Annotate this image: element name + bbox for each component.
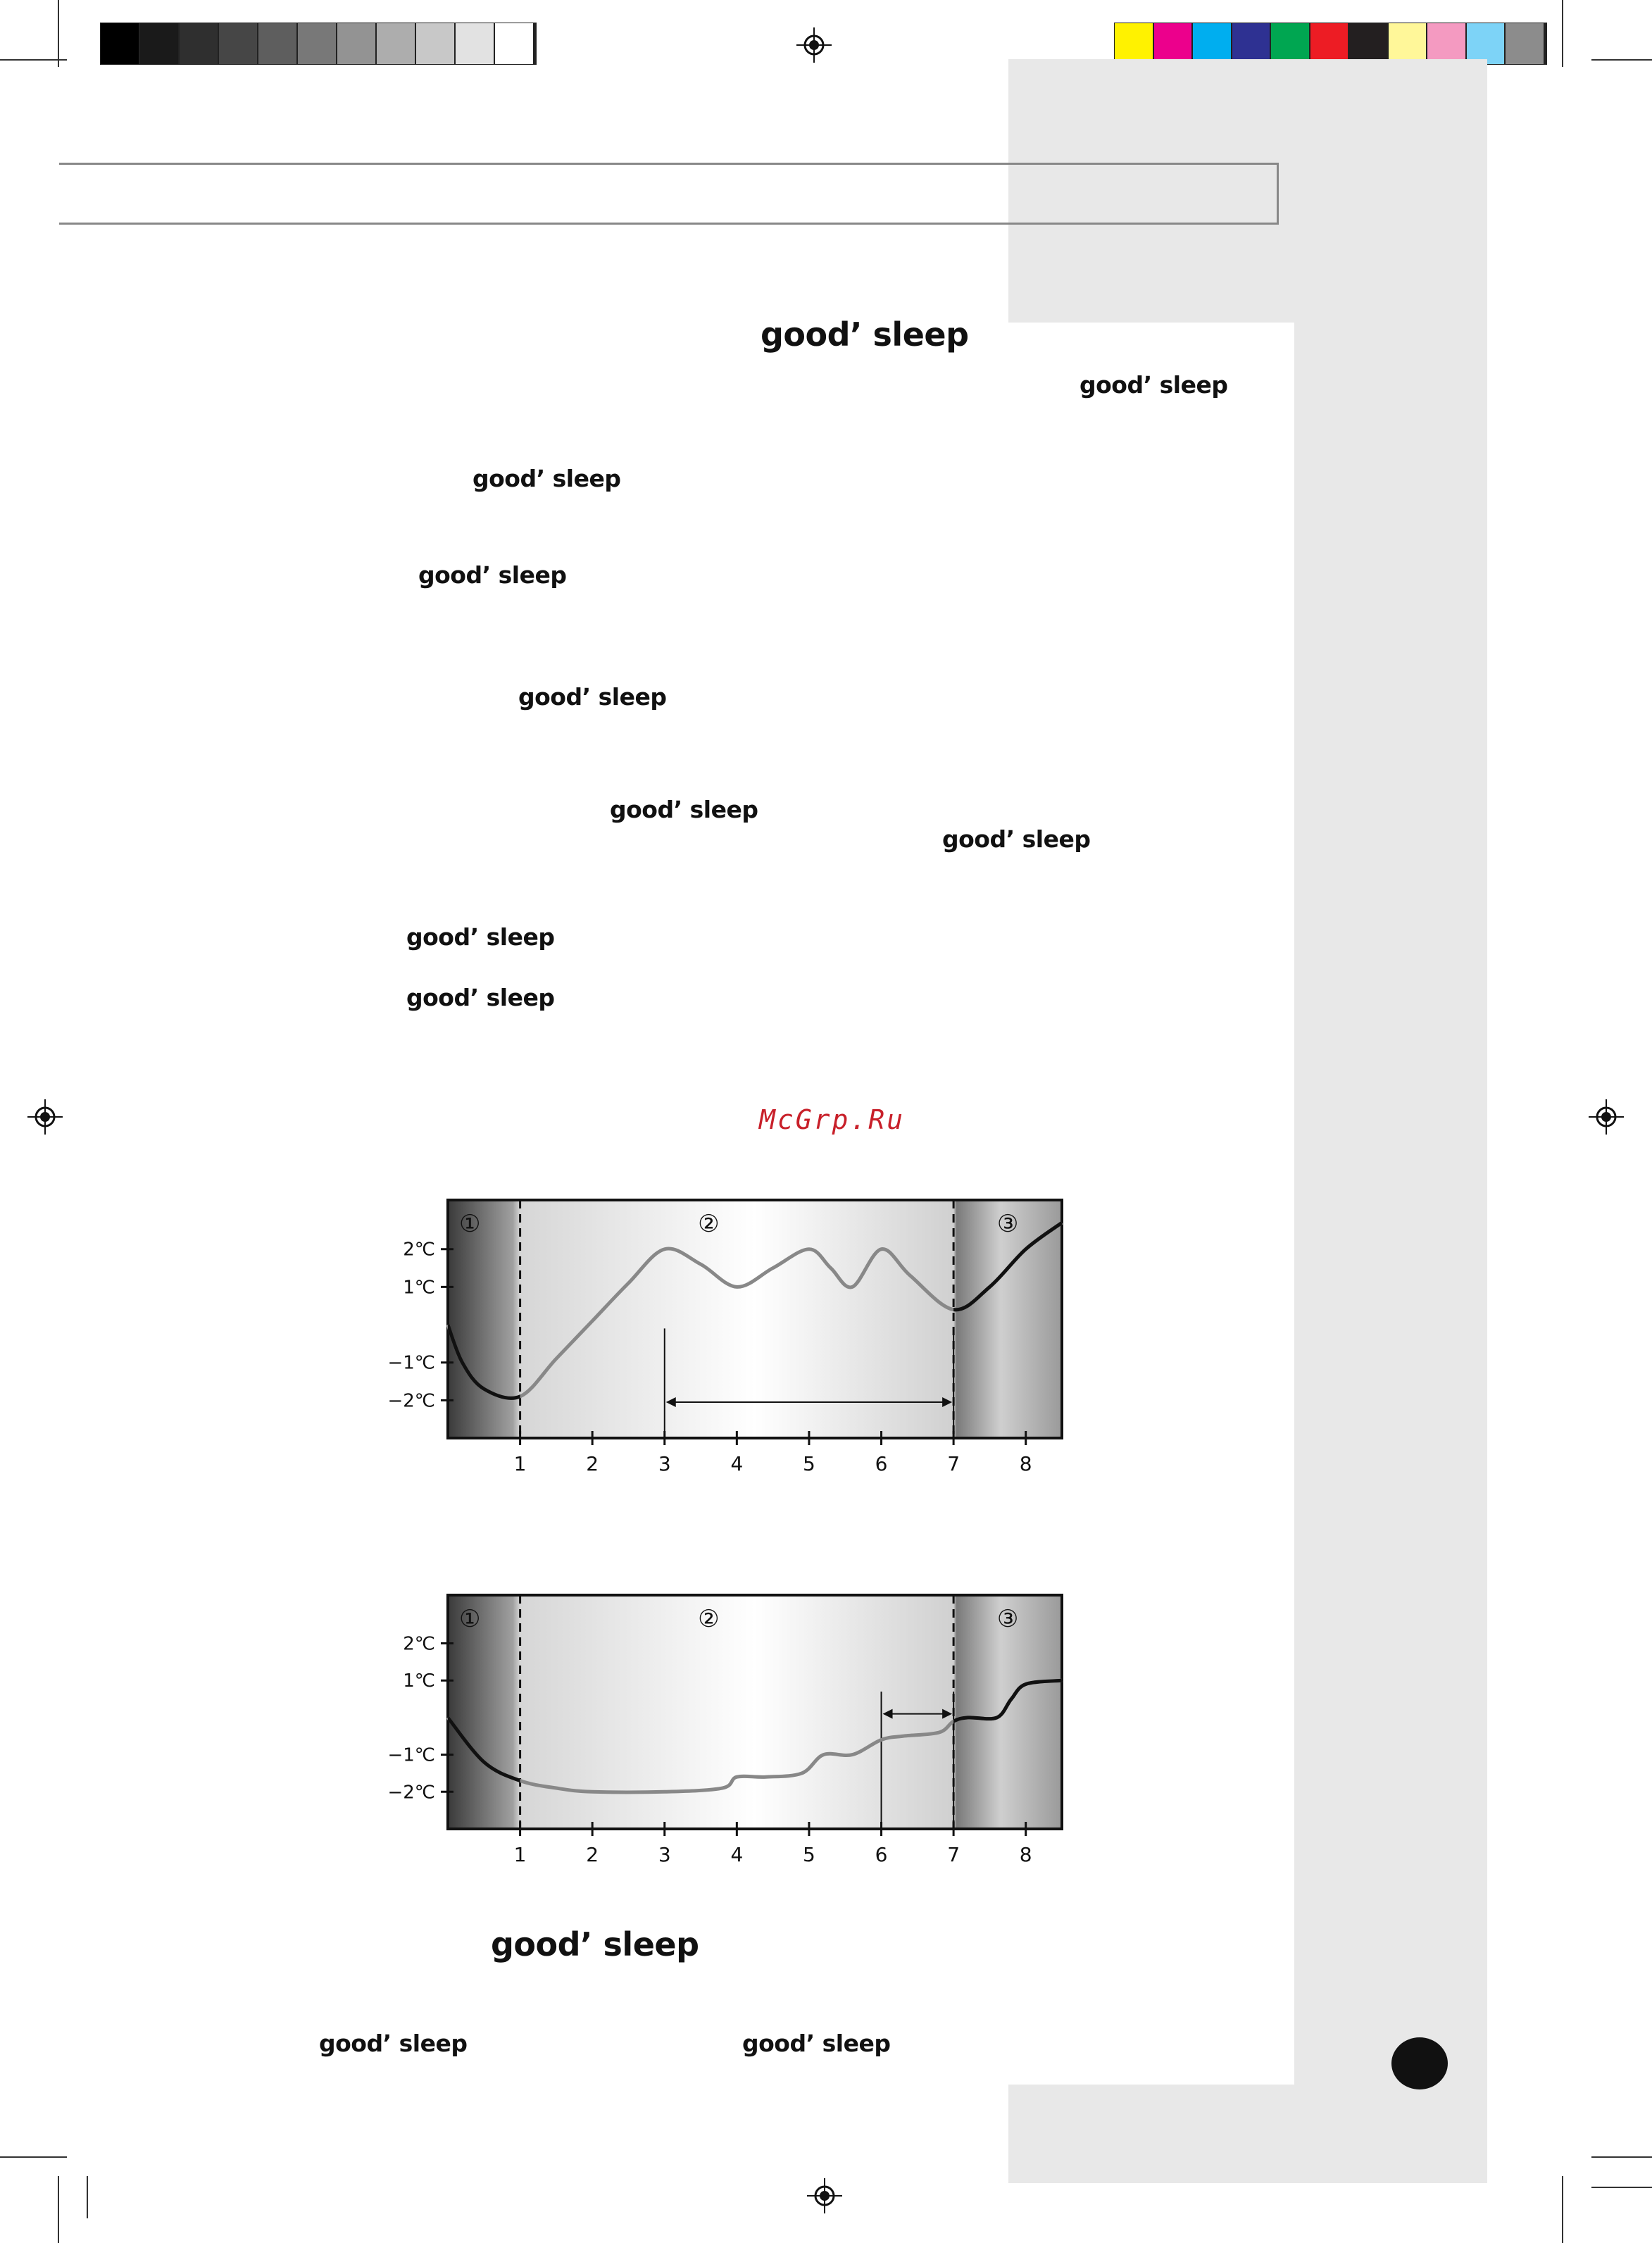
color-swatch [1349, 23, 1389, 64]
color-swatch [1115, 23, 1154, 64]
x-tick-label: 1 [513, 1452, 527, 1475]
chart-plot-area [448, 1595, 1062, 1829]
x-tick-label: 6 [875, 1843, 888, 1863]
color-swatch [416, 23, 456, 64]
color-swatch [258, 23, 298, 64]
sleep-temperature-chart-1 [380, 1197, 1070, 1486]
y-tick-label: 1℃ [403, 1277, 435, 1299]
section-heading: good’ sleep [491, 1925, 699, 1963]
y-tick-label: −2℃ [387, 1782, 435, 1804]
side-panel-bottom [1008, 2085, 1487, 2183]
x-tick-label: 3 [658, 1452, 671, 1475]
y-tick-label: 1℃ [403, 1670, 435, 1692]
registration-mark-right [1589, 1099, 1624, 1135]
color-swatch [1467, 23, 1506, 64]
zone-label: ③ [996, 1210, 1019, 1238]
bottom-label: good’ sleep [319, 2030, 468, 2057]
registration-mark-top [796, 27, 832, 63]
y-tick-label: −1℃ [387, 1744, 435, 1766]
color-swatch [1232, 23, 1272, 64]
inline-label: good’ sleep [406, 984, 555, 1011]
y-tick-label: −2℃ [387, 1390, 435, 1412]
registration-mark-bottom [807, 2178, 842, 2213]
zone-label: ② [698, 1605, 720, 1633]
color-swatch [1389, 23, 1428, 64]
color-swatch [1427, 23, 1467, 64]
color-swatch [495, 23, 534, 64]
page-number-badge [1391, 2037, 1448, 2089]
header-title-box [59, 163, 1279, 225]
color-swatch [180, 23, 219, 64]
x-tick-label: 5 [803, 1452, 815, 1475]
bottom-label: good’ sleep [742, 2030, 891, 2057]
color-swatch [337, 23, 377, 64]
y-tick-label: 2℃ [403, 1633, 435, 1655]
inline-label: good’ sleep [942, 825, 1091, 853]
zone-label: ③ [996, 1605, 1019, 1633]
sleep-temperature-chart-2 [380, 1581, 1070, 1863]
registration-mark-left [27, 1099, 63, 1135]
color-swatch [1193, 23, 1232, 64]
zone-label: ① [459, 1210, 481, 1238]
inline-label: good’ sleep [518, 683, 667, 711]
x-tick-label: 2 [586, 1452, 599, 1475]
y-tick-label: −1℃ [387, 1352, 435, 1374]
x-tick-label: 8 [1019, 1843, 1032, 1863]
zone-label: ② [698, 1210, 720, 1238]
y-tick-label: 2℃ [403, 1239, 435, 1261]
x-tick-label: 7 [947, 1452, 960, 1475]
x-tick-label: 5 [803, 1843, 815, 1863]
color-swatch [1154, 23, 1194, 64]
color-swatch [219, 23, 258, 64]
side-panel-right [1294, 323, 1487, 2085]
heading-label: good’ sleep [761, 315, 969, 354]
inline-label: good’ sleep [418, 561, 567, 589]
color-swatch [1506, 23, 1545, 64]
x-tick-label: 4 [730, 1843, 744, 1863]
color-swatch [1310, 23, 1350, 64]
x-tick-label: 7 [947, 1843, 960, 1863]
x-tick-label: 1 [513, 1843, 527, 1863]
inline-label: good’ sleep [406, 923, 555, 951]
color-swatch [298, 23, 337, 64]
x-tick-label: 4 [730, 1452, 744, 1475]
color-swatch [456, 23, 495, 64]
x-tick-label: 3 [658, 1843, 671, 1863]
x-tick-label: 6 [875, 1452, 888, 1475]
color-swatch [1271, 23, 1310, 64]
x-tick-label: 8 [1019, 1452, 1032, 1475]
inline-label: good’ sleep [473, 465, 621, 492]
inline-label: good’ sleep [610, 796, 758, 823]
x-tick-label: 2 [586, 1843, 599, 1863]
zone-label: ① [459, 1605, 481, 1633]
watermark: McGrp.Ru [759, 1104, 906, 1135]
color-swatch [101, 23, 140, 64]
color-swatch [140, 23, 180, 64]
inline-label: good’ sleep [1080, 371, 1228, 399]
color-swatch [377, 23, 416, 64]
